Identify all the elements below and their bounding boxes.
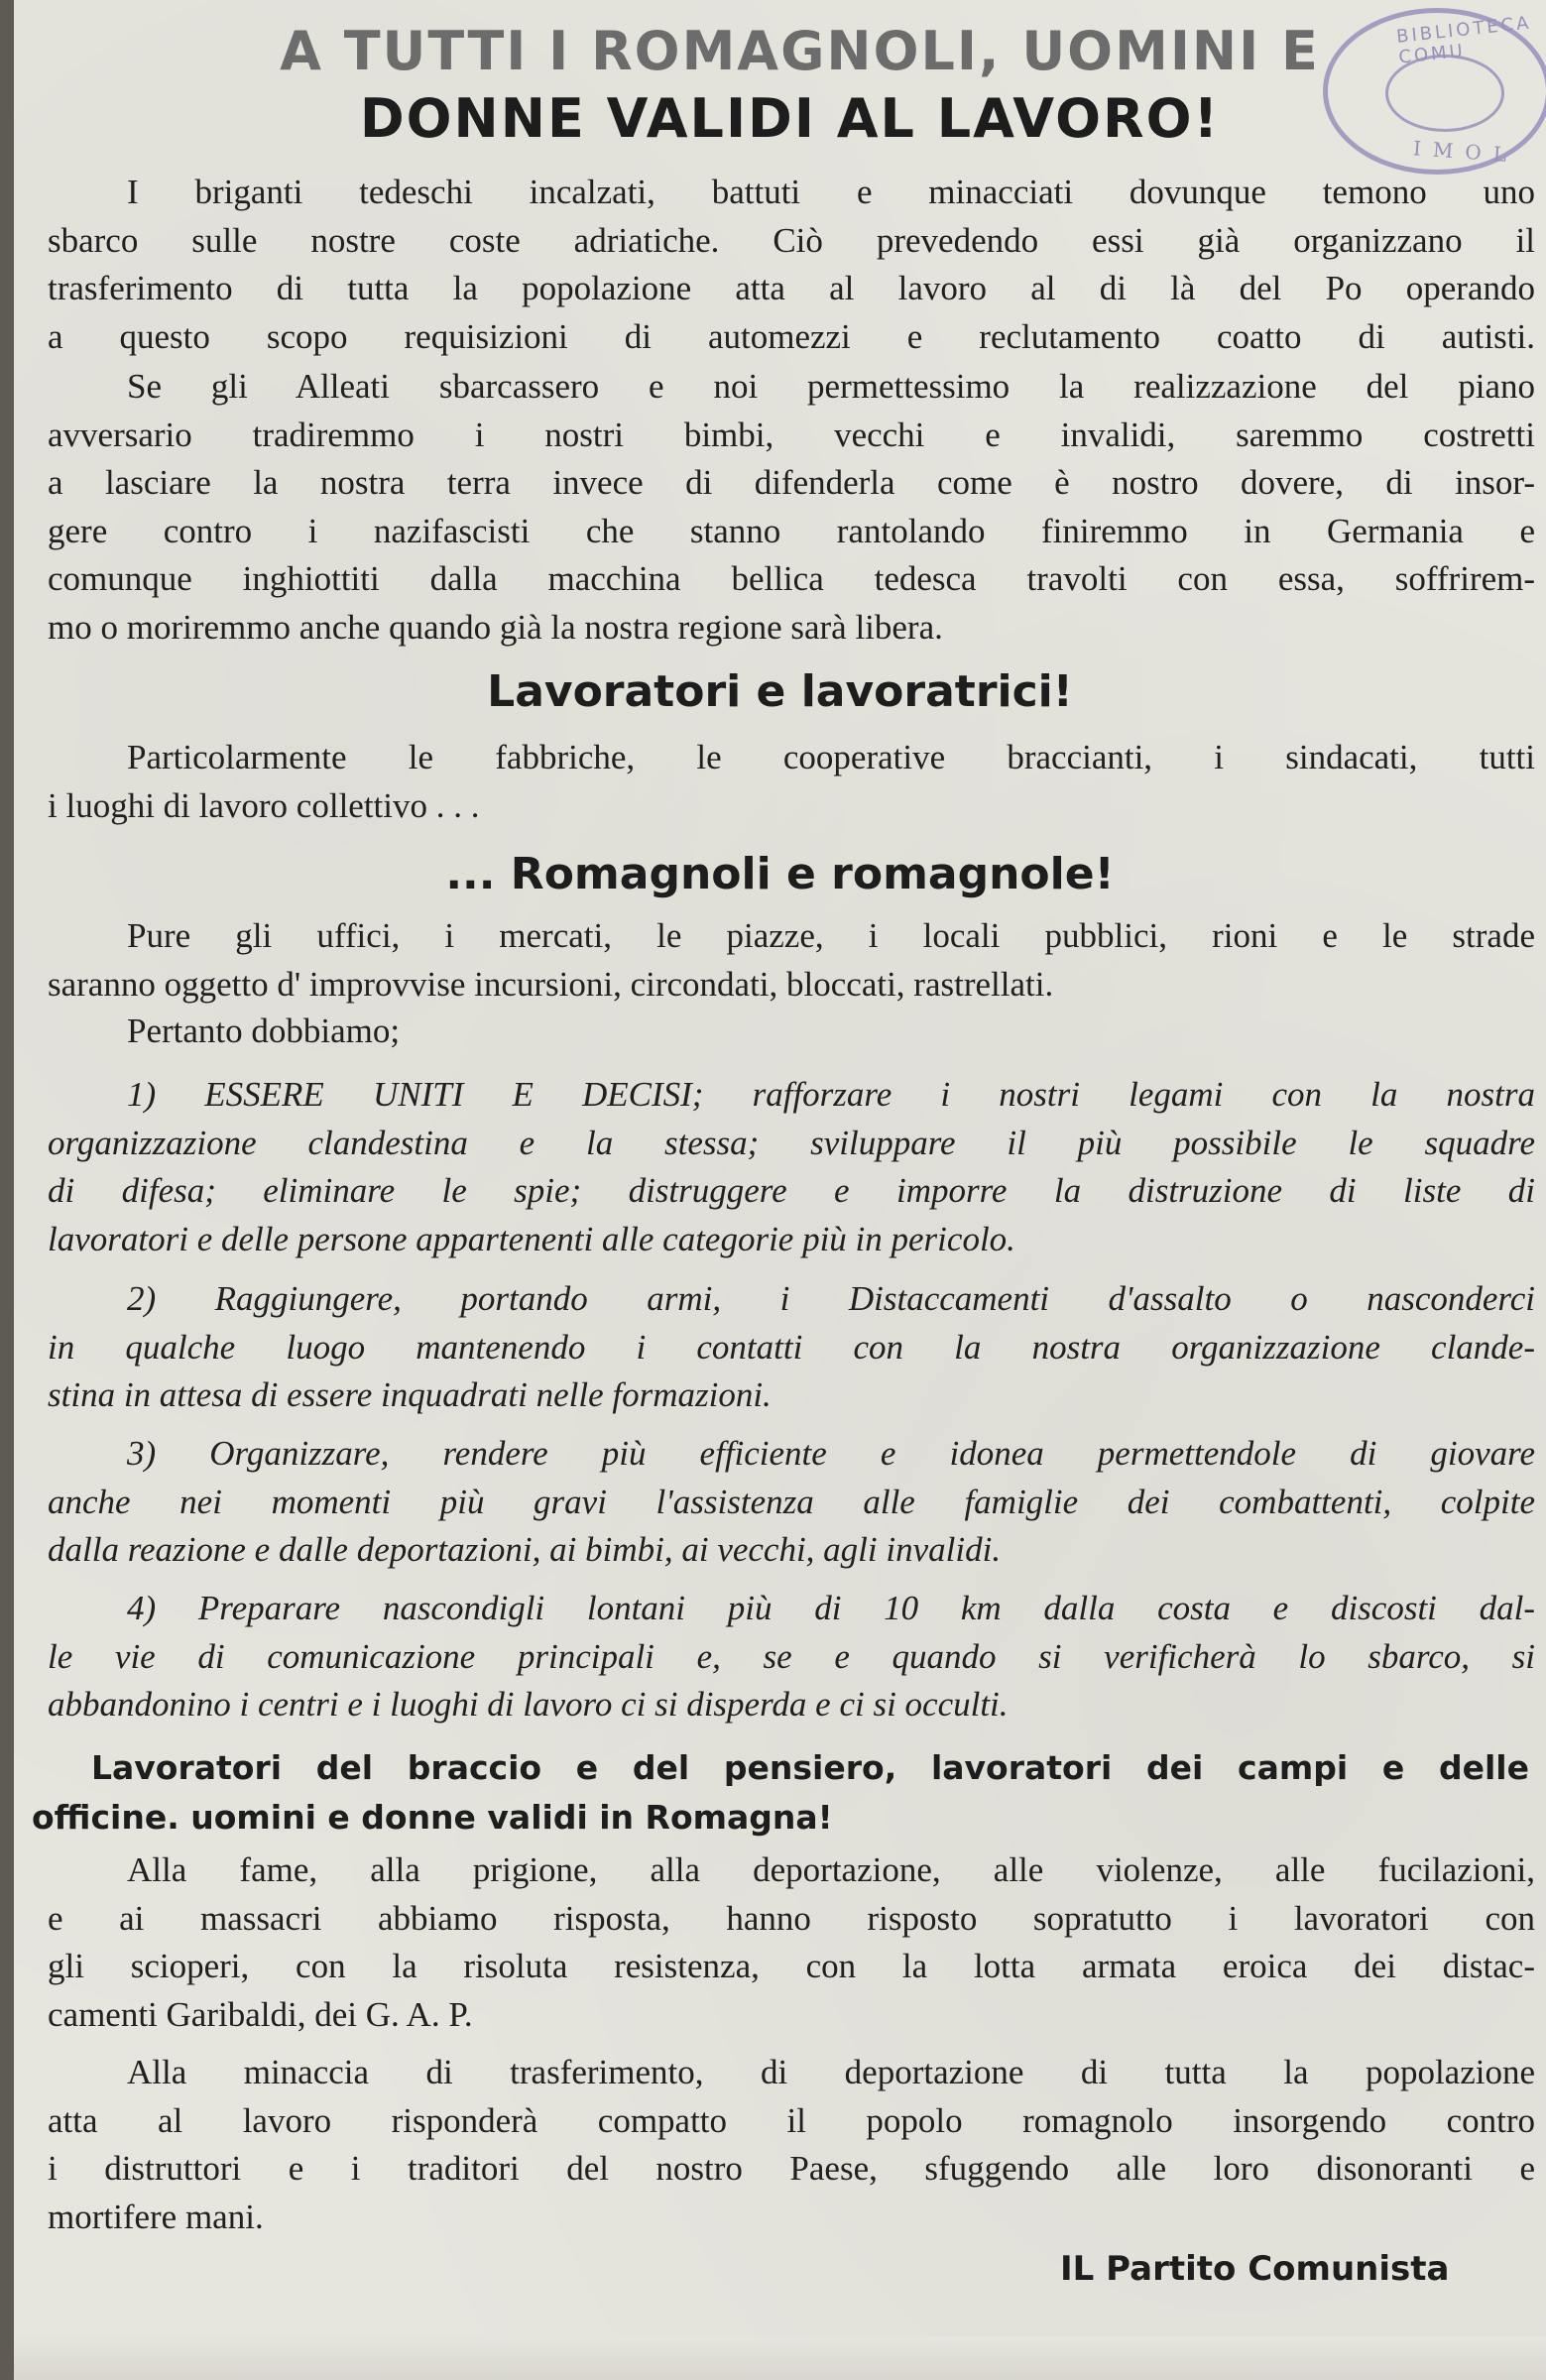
text-line: e ai massacri abbiamo risposta, hanno risposto sopratutto i lavoratori con [48,1898,1535,1938]
title-line-1: A TUTTI I ROMAGNOLI, UOMINI E [280,20,1320,82]
title-line-2: DONNE VALIDI AL LAVORO! [359,87,1221,150]
text-line: lavoratori e delle persone appartenenti alle categorie più in pericolo. [48,1219,1015,1258]
heading-line: Lavoratori del braccio e del pensiero, lavoratori dei campi e delle [91,1748,1529,1787]
heading-lavoratori: Lavoratori e lavoratrici! [487,666,1073,717]
text-line: saranno oggetto d' improvvise incursioni, circondati, bloccati, rastrellati. [48,964,1054,1004]
paragraph-5 [48,1846,1535,2039]
text-line: 3) Organizzare, rendere più efficiente e idonea permettendole di giovare [127,1434,1535,1473]
text-line: 1) ESSERE UNITI E DECISI; rafforzare i nostri legami con la nostra [127,1075,1535,1114]
text-line: 2) Raggiungere, portando armi, i Distaccamenti d'assalto o nasconderci [127,1279,1535,1318]
text-line: I briganti tedeschi incalzati, battuti e minacciati dovunque temono uno [127,173,1535,211]
text-line: Particolarmente le fabbriche, le cooperative braccianti, i sindacati, tutti [127,738,1535,776]
paragraph-3 [48,734,1535,830]
text-line: stina in attesa di essere inquadrati nelle formazioni. [48,1375,772,1414]
text-line: dalla reazione e dalle deportazioni, ai bimbi, ai vecchi, agli invalidi. [48,1530,1002,1569]
point-4 [48,1585,1535,1729]
text-line: i luoghi di lavoro collettivo . . . [48,785,480,825]
text-line: anche nei momenti più gravi l'assistenza alle famiglie dei combattenti, colpite [48,1482,1535,1521]
text-line: comunque inghiottiti dalla macchina bellica tedesca travolti con essa, soffrirem- [48,559,1535,598]
stamp-top-text: BIBLIOTECA COMU [1395,12,1533,68]
heading-braccio-pensiero [32,1743,1529,1843]
point-2 [48,1275,1535,1420]
intro-paragraph [48,169,1535,361]
text-line: abbandonino i centri e i luoghi di lavoro ci si disperda e ci si occulti. [48,1685,1009,1724]
text-line: atta al lavoro risponderà compatto il popolo romagnolo insorgendo contro [48,2100,1535,2140]
leaflet-page [14,0,1546,2380]
text-line: gli scioperi, con la risoluta resistenza, con la lotta armata eroica dei distac- [48,1947,1535,1985]
text-line: i distruttori e i traditori del nostro Paese, sfuggendo alle loro disonoranti e [48,2149,1535,2188]
text-line: mortifere mani. [48,2197,264,2236]
text-line: a questo scopo requisizioni di automezzi e reclutamento coatto di autisti. [48,316,1535,356]
text-line: Alla fame, alla prigione, alla deportazione, alle violenze, alle fucilazioni, [127,1850,1535,1889]
point-3 [48,1430,1535,1575]
text-line: camenti Garibaldi, dei G. A. P. [48,1994,473,2034]
stamp-bottom-text: IMOL [1412,136,1519,168]
text-line: le vie di comunicazione principali e, se e quando si verificherà lo sbarco, si [48,1636,1535,1676]
text-line: Pertanto dobbiamo; [127,1012,401,1050]
text-line: Se gli Alleati sbarcassero e noi permettessimo la realizzazione del piano [127,367,1535,406]
point-1 [48,1071,1535,1263]
text-line: in qualche luogo mantenendo i contatti con la nostra organizzazione clande- [48,1327,1535,1367]
text-line: di difesa; eliminare le spie; distruggere e imporre la distruzione di liste di [48,1171,1535,1210]
pertanto-line [48,1008,1535,1056]
text-line: mo o moriremmo anche quando già la nostra regione sarà libera. [48,607,943,647]
text-line: avversario tradiremmo i nostri bimbi, vecchi e invalidi, saremmo costretti [48,415,1535,454]
text-line: a lasciare la nostra terra invece di difenderla come è nostro dovere, di insor- [48,463,1535,502]
page-bottom-edge [14,2336,1546,2380]
text-line: 4) Preparare nascondigli lontani più di 10 km dalla costa e discosti dal- [127,1589,1535,1627]
paragraph-6 [48,2049,1535,2241]
heading-romagnoli: ... Romagnoli e romagnole! [445,849,1115,899]
text-line: organizzazione clandestina e la stessa; sviluppare il più possibile le squadre [48,1123,1535,1162]
text-line: Pure gli uffici, i mercati, le piazze, i locali pubblici, rioni e le strade [127,916,1535,955]
heading-line: officine. uomini e donne validi in Romagna! [32,1798,833,1837]
text-line: Alla minaccia di trasferimento, di deportazione di tutta la popolazione [127,2053,1535,2091]
signature: IL Partito Comunista [1060,2249,1450,2289]
text-line: gere contro i nazifascisti che stanno rantolando finiremmo in Germania e [48,511,1535,550]
text-line: trasferimento di tutta la popolazione atta al lavoro al di là del Po operando [48,269,1535,307]
paragraph-4 [48,912,1535,1009]
text-line: sbarco sulle nostre coste adriatiche. Ciò prevedendo essi già organizzano il [48,220,1535,260]
paragraph-2 [48,363,1535,652]
